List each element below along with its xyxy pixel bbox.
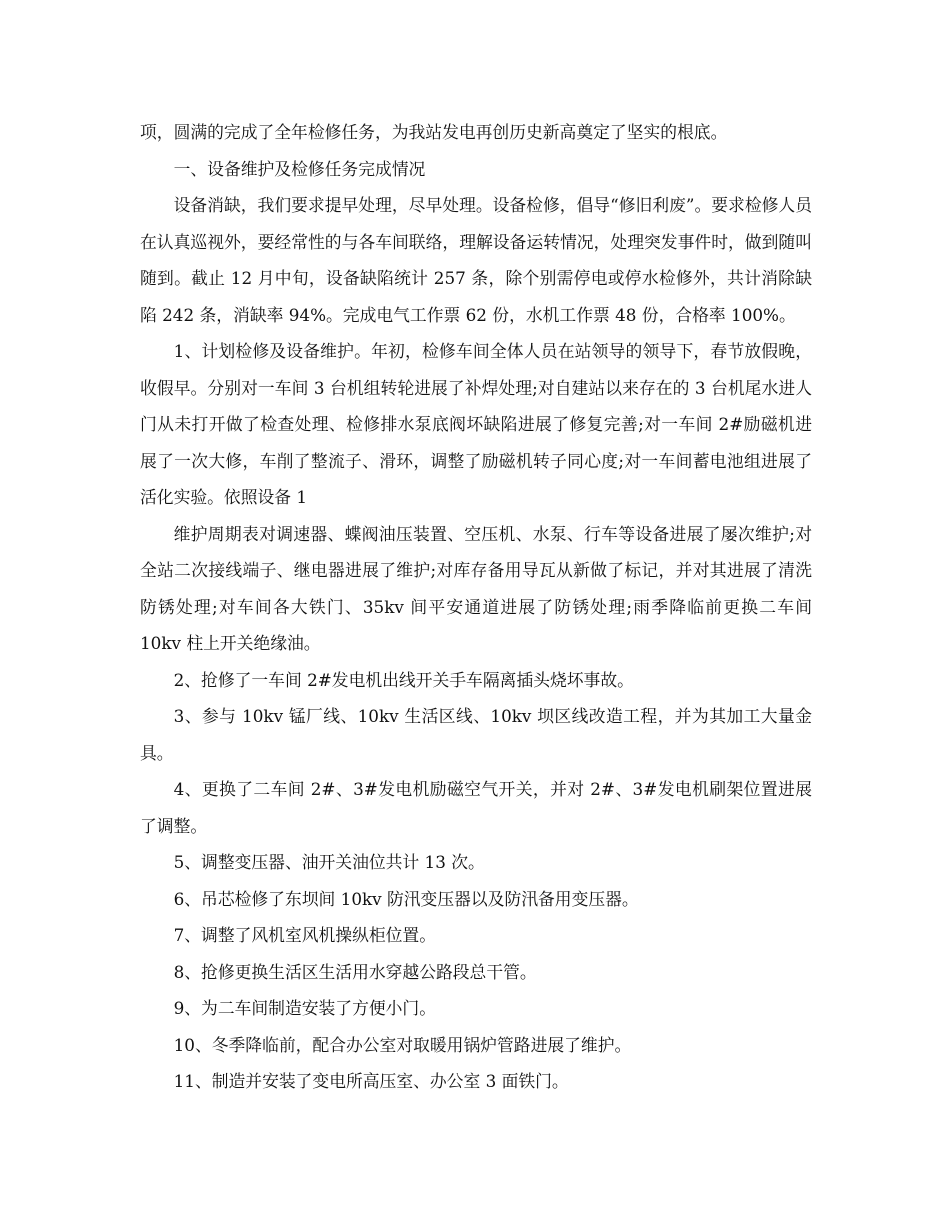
list-item-2: 2、抢修了一车间 2#发电机出线开关手车隔离插头烧坏事故。 [173,669,634,690]
paragraph-defect-summary: 设备消缺，我们要求提早处理，尽早处理。设备检修，倡导“修旧利废”。要求检修人员在认真巡视外，要经常性的与各车间联络，理解设备运转情况，处理突发事件时，做到随叫随到。截止 12 月中旬，设备缺陷统计 257 条，除个别需停电或停水检修外，共计消除缺陷 242 条，消缺率 94%。完成电气工作票 62 份，水机工作票 48 份，合格率 100%。 [140,195,812,325]
section-heading: 一、设备维护及检修任务完成情况 [173,158,426,179]
list-item-1: 1、计划检修及设备维护。年初，检修车间全体人员在站领导的领导下，春节放假晚，收假早。分别对一车间 3 台机组转轮进展了补焊处理;对自建站以来存在的 3 台机尾水进人门从未打开做了检查处理、检修排水泵底阀坏缺陷进展了修复完善;对一车间 2#励磁机进展了一次大修，车削了整流子、滑环，调整了励磁机转子同心度;对一车间蓄电池组进展了活化实验。依照设备 1 [140,341,812,507]
list-item-11: 11、制造并安装了变电所高压室、办公室 3 面铁门。 [173,1071,569,1091]
list-item-3: 3、参与 10kv 锰厂线、10kv 生活区线、10kv 坝区线改造工程，并为其加工大量金具。 [140,706,812,763]
list-item-7: 7、调整了风机室风机操纵柜位置。 [173,925,436,945]
list-item-9: 9、为二车间制造安装了方便小门。 [173,998,436,1018]
list-item-10: 10、冬季降临前，配合办公室对取暖用锅炉管路进展了维护。 [173,1034,632,1055]
document-body [140,114,812,1100]
list-item-5: 5、调整变压器、油开关油位共计 13 次。 [173,852,485,872]
paragraph-maintenance: 维护周期表对调速器、蝶阀油压装置、空压机、水泵、行车等设备进展了屡次维护;对全站二次接线端子、继电器进展了维护;对库存备用导瓦从新做了标记，并对其进展了清洗防锈处理;对车间各大铁门、35kv 间平安通道进展了防锈处理;雨季降临前更换二车间 10kv 柱上开关绝缘油。 [140,523,812,653]
list-item-8: 8、抢修更换生活区生活用水穿越公路段总干管。 [173,961,537,982]
paragraph-continuation: 项，圆满的完成了全年检修任务，为我站发电再创历史新高奠定了坚实的根底。 [140,122,728,142]
list-item-4: 4、更换了二车间 2#、3#发电机励磁空气开关，并对 2#、3#发电机刷架位置进展了调整。 [140,779,812,836]
list-item-6: 6、吊芯检修了东坝间 10kv 防汛变压器以及防汛备用变压器。 [173,888,639,909]
